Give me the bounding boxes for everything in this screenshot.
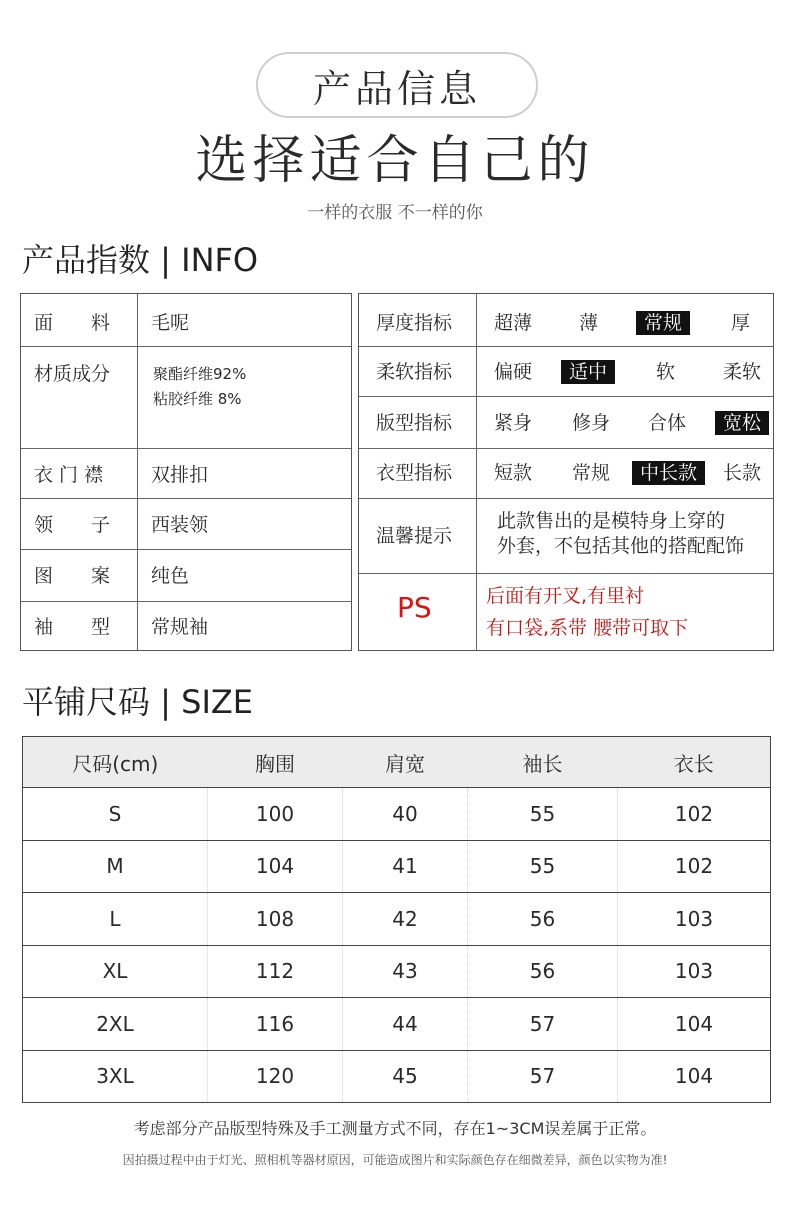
index-option: 长款	[723, 462, 762, 484]
index-option: 短款	[494, 462, 533, 484]
table-row	[23, 840, 771, 893]
attr-label: 材质成分	[34, 363, 111, 385]
subline: 一样的衣服 不一样的你	[307, 203, 483, 223]
attr-label: 图 案	[34, 565, 111, 587]
index-option-selected: 常规	[636, 311, 690, 335]
size-cell: 56	[468, 945, 618, 998]
size-cell: 44	[343, 998, 468, 1051]
size-cell: 120	[208, 1050, 343, 1103]
row-divider	[359, 396, 773, 397]
attr-value-line: 聚酯纤维92%	[153, 365, 247, 383]
index-option: 合体	[648, 412, 687, 434]
ps-line: 有口袋,系带 腰带可取下	[486, 617, 689, 639]
size-cell: 43	[343, 945, 468, 998]
size-cell: S	[23, 788, 208, 841]
row-divider	[359, 448, 773, 449]
indices-table	[358, 293, 774, 651]
index-option: 修身	[572, 412, 611, 434]
measurement-note: 考虑部分产品版型特殊及手工测量方式不同，存在1~3CM误差属于正常。	[133, 1119, 657, 1138]
pill-label: 产品信息	[312, 66, 481, 111]
size-cell: 57	[468, 998, 618, 1051]
size-cell: L	[23, 893, 208, 946]
index-option-selected: 宽松	[715, 411, 769, 435]
row-divider	[21, 346, 351, 347]
attr-value: 毛呢	[151, 312, 190, 334]
size-cell: 2XL	[23, 998, 208, 1051]
index-option: 柔软	[723, 361, 762, 383]
size-cell: 55	[468, 788, 618, 841]
size-cell: 104	[618, 998, 771, 1051]
size-header-cell: 尺码(cm)	[23, 737, 208, 788]
size-cell: 104	[208, 840, 343, 893]
attr-label: 面 料	[34, 312, 111, 334]
tip-line: 此款售出的是模特身上穿的	[497, 510, 726, 532]
info-section-title: 产品指数 | INFO	[22, 241, 259, 279]
index-option: 常规	[572, 462, 611, 484]
index-option: 厚	[731, 312, 751, 334]
size-cell: 45	[343, 1050, 468, 1103]
row-divider	[21, 549, 351, 550]
size-cell: XL	[23, 945, 208, 998]
index-option: 超薄	[494, 312, 533, 334]
table-row	[23, 945, 771, 998]
index-option: 偏硬	[494, 361, 533, 383]
size-cell: 103	[618, 945, 771, 998]
attributes-table	[20, 293, 352, 651]
size-cell: 116	[208, 998, 343, 1051]
size-cell: 100	[208, 788, 343, 841]
attr-value: 西装领	[151, 514, 209, 536]
index-label: 厚度指标	[376, 312, 453, 334]
size-section-title: 平铺尺码 | SIZE	[22, 683, 254, 721]
attr-value: 常规袖	[151, 616, 209, 638]
row-divider	[21, 498, 351, 499]
table-row	[23, 998, 771, 1051]
attr-value: 双排扣	[151, 464, 209, 486]
row-divider	[21, 448, 351, 449]
size-cell: 40	[343, 788, 468, 841]
size-header-cell: 肩宽	[343, 737, 468, 788]
index-option-selected: 中长款	[632, 461, 705, 485]
size-cell: 112	[208, 945, 343, 998]
tip-label: 温馨提示	[376, 525, 453, 547]
index-option: 软	[656, 361, 676, 383]
row-divider	[359, 346, 773, 347]
size-header-row	[23, 737, 771, 788]
size-header-cell: 袖长	[468, 737, 618, 788]
index-option-selected: 适中	[561, 360, 615, 384]
ps-line: 后面有开叉,有里衬	[486, 585, 645, 607]
size-cell: 102	[618, 788, 771, 841]
index-option: 紧身	[494, 412, 533, 434]
index-option: 薄	[579, 312, 599, 334]
product-info-pill	[256, 52, 538, 118]
attr-value-line: 粘胶纤维 8%	[153, 390, 242, 408]
index-label: 柔软指标	[376, 361, 453, 383]
attr-label: 衣 门 襟	[34, 464, 104, 486]
attr-label: 袖 型	[34, 616, 111, 638]
size-cell: M	[23, 840, 208, 893]
size-cell: 102	[618, 840, 771, 893]
size-table	[22, 736, 771, 1103]
index-label: 衣型指标	[376, 462, 453, 484]
index-label: 版型指标	[376, 412, 453, 434]
size-cell: 108	[208, 893, 343, 946]
attr-value: 纯色	[151, 565, 190, 587]
row-divider	[21, 601, 351, 602]
size-cell: 3XL	[96, 1064, 134, 1089]
size-header-cell: 胸围	[208, 737, 343, 788]
table-row	[23, 1050, 771, 1103]
size-cell: 103	[618, 893, 771, 946]
size-header-cell: 衣长	[618, 737, 771, 788]
ps-label: PS	[397, 591, 432, 624]
size-cell: 55	[468, 840, 618, 893]
table-row	[23, 893, 771, 946]
size-cell: 56	[468, 893, 618, 946]
headline: 选择适合自己的	[195, 131, 595, 191]
color-disclaimer: 因拍摄过程中由于灯光、照相机等器材原因，可能造成图片和实际颜色存在细微差异，颜色以实物为准!	[122, 1153, 668, 1167]
row-divider	[359, 573, 773, 574]
size-cell: 42	[343, 893, 468, 946]
table-row	[23, 788, 771, 841]
attr-label: 领 子	[34, 514, 111, 536]
size-cell: 57	[468, 1050, 618, 1103]
column-divider	[137, 294, 138, 650]
column-divider	[476, 294, 477, 650]
tip-line: 外套，不包括其他的搭配配饰	[497, 535, 745, 557]
size-cell: 41	[343, 840, 468, 893]
size-cell: 104	[618, 1050, 771, 1103]
row-divider	[359, 498, 773, 499]
